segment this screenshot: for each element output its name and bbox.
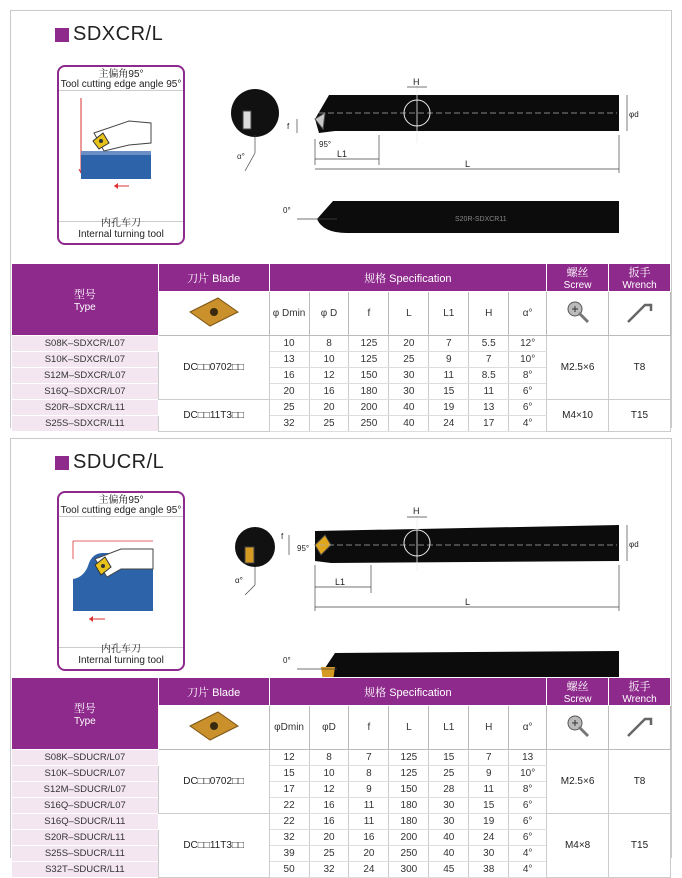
model-cell: S20R–SDUCR/L11 xyxy=(12,830,159,846)
value-cell: 8° xyxy=(509,782,547,798)
type-header: 型号 Type xyxy=(12,678,159,750)
value-cell: 200 xyxy=(389,830,429,846)
model-cell: S16Q–SDUCR/L07 xyxy=(12,798,159,814)
value-cell: 180 xyxy=(389,814,429,830)
value-cell: 150 xyxy=(349,368,389,384)
value-cell: 200 xyxy=(349,400,389,416)
value-cell: 11 xyxy=(469,782,509,798)
value-cell: 125 xyxy=(389,766,429,782)
value-cell: 28 xyxy=(429,782,469,798)
screw-size: M2.5×6 xyxy=(547,336,609,400)
table-row xyxy=(12,750,671,766)
value-cell: 11 xyxy=(349,814,389,830)
caption-cn: 主偏角95° xyxy=(98,69,144,80)
section-title xyxy=(55,23,163,46)
value-cell: 24 xyxy=(469,830,509,846)
value-cell: 38 xyxy=(469,862,509,878)
col-alpha: α° xyxy=(509,292,547,336)
value-cell: 20 xyxy=(309,400,349,416)
value-cell: 25 xyxy=(429,766,469,782)
tool-drawing xyxy=(227,501,657,701)
dim-H: H xyxy=(413,77,420,87)
boring-illustration xyxy=(59,93,183,213)
value-cell: 20 xyxy=(389,336,429,352)
value-cell: 17 xyxy=(269,782,309,798)
dim-L1: L1 xyxy=(337,149,348,159)
bottom-en: Internal turning tool xyxy=(78,655,164,666)
caption-cn: 主偏角95° xyxy=(98,495,144,506)
col-H: H xyxy=(469,706,509,750)
value-cell: 32 xyxy=(269,830,309,846)
value-cell: 20 xyxy=(349,846,389,862)
value-cell: 22 xyxy=(269,814,309,830)
value-cell: 12 xyxy=(309,368,349,384)
boring-illustration xyxy=(59,519,183,639)
col-d: φ D xyxy=(309,292,349,336)
dim-f: f xyxy=(281,532,284,541)
blade-code: DC□□11T3□□ xyxy=(158,400,269,432)
value-cell: 13 xyxy=(269,352,309,368)
blade-code: DC□□0702□□ xyxy=(158,750,269,814)
screw-icon xyxy=(547,292,609,336)
col-H: H xyxy=(469,292,509,336)
section-sdxcr xyxy=(10,10,672,428)
value-cell: 6° xyxy=(509,798,547,814)
value-cell: 30 xyxy=(389,368,429,384)
wrench-size: T15 xyxy=(609,400,671,432)
col-alpha: α° xyxy=(509,706,547,750)
screw-size: M4×8 xyxy=(547,814,609,878)
model-cell: S16Q–SDXCR/L07 xyxy=(12,384,159,400)
value-cell: 12 xyxy=(309,782,349,798)
value-cell: 25 xyxy=(309,416,349,432)
bottom-cn: 内孔车刀 xyxy=(101,218,141,229)
dim-L1: L1 xyxy=(335,577,346,587)
value-cell: 30 xyxy=(429,798,469,814)
model-cell: S25S–SDXCR/L11 xyxy=(12,416,159,432)
model-cell: S10K–SDXCR/L07 xyxy=(12,352,159,368)
dim-d: φd xyxy=(629,110,639,119)
value-cell: 15 xyxy=(429,384,469,400)
value-cell: 10 xyxy=(269,336,309,352)
blade-image xyxy=(158,706,269,750)
value-cell: 20 xyxy=(309,830,349,846)
type-header: 型号 Type xyxy=(12,264,159,336)
value-cell: 40 xyxy=(389,400,429,416)
illustration-box xyxy=(57,65,185,245)
caption-en: Tool cutting edge angle 95° xyxy=(60,79,182,90)
blade-image xyxy=(158,292,269,336)
model-cell: S08K–SDXCR/L07 xyxy=(12,336,159,352)
model-cell: S20R–SDXCR/L11 xyxy=(12,400,159,416)
value-cell: 6° xyxy=(509,814,547,830)
dim-angle: 95° xyxy=(319,140,332,149)
end-view xyxy=(231,89,279,137)
value-cell: 25 xyxy=(269,400,309,416)
screw-size: M2.5×6 xyxy=(547,750,609,814)
illustration-caption xyxy=(59,493,183,517)
title-text: SDUCR/L xyxy=(73,451,165,473)
value-cell: 11 xyxy=(429,368,469,384)
illustration-caption xyxy=(59,67,183,91)
blade-header: 刀片 Blade xyxy=(158,678,269,706)
dim-L: L xyxy=(465,159,471,169)
col-f: f xyxy=(349,292,389,336)
wrench-icon xyxy=(609,706,671,750)
alpha-label: α° xyxy=(237,152,245,161)
screw-size: M4×10 xyxy=(547,400,609,432)
title-marker xyxy=(55,456,69,470)
col-L: L xyxy=(389,706,429,750)
value-cell: 30 xyxy=(429,814,469,830)
section-sducr xyxy=(10,438,672,875)
value-cell: 15 xyxy=(269,766,309,782)
value-cell: 10 xyxy=(309,766,349,782)
value-cell: 10° xyxy=(509,352,547,368)
value-cell: 22 xyxy=(269,798,309,814)
value-cell: 6° xyxy=(509,384,547,400)
model-cell: S12M–SDXCR/L07 xyxy=(12,368,159,384)
model-cell: S12M–SDUCR/L07 xyxy=(12,782,159,798)
value-cell: 8.5 xyxy=(469,368,509,384)
wrench-size: T15 xyxy=(609,814,671,878)
value-cell: 250 xyxy=(349,416,389,432)
bottom-cn: 内孔车刀 xyxy=(101,644,141,655)
dim-H: H xyxy=(413,506,420,516)
value-cell: 9 xyxy=(429,352,469,368)
value-cell: 32 xyxy=(269,416,309,432)
col-dmin: φDmin xyxy=(269,706,309,750)
value-cell: 11 xyxy=(349,798,389,814)
value-cell: 30 xyxy=(469,846,509,862)
model-cell: S25S–SDUCR/L11 xyxy=(12,846,159,862)
table-row xyxy=(12,814,671,830)
value-cell: 24 xyxy=(429,416,469,432)
value-cell: 16 xyxy=(349,830,389,846)
wrench-header: 扳手 Wrench xyxy=(609,678,671,706)
wrench-size: T8 xyxy=(609,336,671,400)
value-cell: 125 xyxy=(389,750,429,766)
spec-header: 规格 Specification xyxy=(269,678,547,706)
col-f: f xyxy=(349,706,389,750)
dim-zero: 0° xyxy=(283,656,291,665)
bottom-en: Internal turning tool xyxy=(78,229,164,240)
dim-zero: 0° xyxy=(283,206,291,215)
col-L1: L1 xyxy=(429,706,469,750)
value-cell: 25 xyxy=(389,352,429,368)
value-cell: 12° xyxy=(509,336,547,352)
value-cell: 8° xyxy=(509,368,547,384)
alpha-label: α° xyxy=(235,576,243,585)
model-cell: S16Q–SDUCR/L11 xyxy=(12,814,159,830)
value-cell: 30 xyxy=(389,384,429,400)
value-cell: 19 xyxy=(469,814,509,830)
title-text: SDXCR/L xyxy=(73,23,164,45)
value-cell: 15 xyxy=(469,798,509,814)
value-cell: 4° xyxy=(509,862,547,878)
col-d: φD xyxy=(309,706,349,750)
value-cell: 9 xyxy=(349,782,389,798)
title-marker xyxy=(55,28,69,42)
value-cell: 16 xyxy=(309,798,349,814)
tool-bar xyxy=(315,95,619,133)
value-cell: 4° xyxy=(509,846,547,862)
value-cell: 16 xyxy=(309,814,349,830)
value-cell: 180 xyxy=(389,798,429,814)
wrench-size: T8 xyxy=(609,750,671,814)
value-cell: 10° xyxy=(509,766,547,782)
value-cell: 12 xyxy=(269,750,309,766)
tool-drawing xyxy=(227,73,657,263)
value-cell: 125 xyxy=(349,352,389,368)
value-cell: 5.5 xyxy=(469,336,509,352)
wrench-header: 扳手 Wrench xyxy=(609,264,671,292)
dim-L: L xyxy=(465,597,471,607)
tool-bar xyxy=(315,525,619,563)
screw-icon xyxy=(547,706,609,750)
value-cell: 16 xyxy=(269,368,309,384)
spec-header: 规格 Specification xyxy=(269,264,547,292)
blade-code: DC□□0702□□ xyxy=(158,336,269,400)
value-cell: 9 xyxy=(469,766,509,782)
value-cell: 25 xyxy=(309,846,349,862)
value-cell: 8 xyxy=(309,336,349,352)
dim-d: φd xyxy=(629,540,639,549)
end-view xyxy=(235,527,275,567)
value-cell: 40 xyxy=(429,846,469,862)
col-dmin: φ Dmin xyxy=(269,292,309,336)
value-cell: 7 xyxy=(469,750,509,766)
section-title xyxy=(55,451,164,474)
value-cell: 10 xyxy=(309,352,349,368)
screw-header: 螺丝 Screw xyxy=(547,264,609,292)
value-cell: 8 xyxy=(349,766,389,782)
value-cell: 20 xyxy=(269,384,309,400)
col-L: L xyxy=(389,292,429,336)
value-cell: 13 xyxy=(469,400,509,416)
caption-en: Tool cutting edge angle 95° xyxy=(60,505,182,516)
illustration-bottom-caption xyxy=(59,218,183,240)
wrench-icon xyxy=(609,292,671,336)
value-cell: 17 xyxy=(469,416,509,432)
dim-angle: 95° xyxy=(297,544,310,553)
model-cell: S10K–SDUCR/L07 xyxy=(12,766,159,782)
value-cell: 13 xyxy=(509,750,547,766)
value-cell: 19 xyxy=(429,400,469,416)
value-cell: 11 xyxy=(469,384,509,400)
value-cell: 7 xyxy=(469,352,509,368)
value-cell: 4° xyxy=(509,416,547,432)
value-cell: 150 xyxy=(389,782,429,798)
value-cell: 45 xyxy=(429,862,469,878)
blade-code: DC□□11T3□□ xyxy=(158,814,269,878)
value-cell: 8 xyxy=(309,750,349,766)
model-cell: S32T–SDUCR/L11 xyxy=(12,862,159,878)
model-cell: S08K–SDUCR/L07 xyxy=(12,750,159,766)
value-cell: 7 xyxy=(349,750,389,766)
value-cell: 24 xyxy=(349,862,389,878)
table-row xyxy=(12,400,671,416)
value-cell: 40 xyxy=(429,830,469,846)
value-cell: 125 xyxy=(349,336,389,352)
value-cell: 16 xyxy=(309,384,349,400)
illustration-bottom-caption xyxy=(59,644,183,666)
value-cell: 39 xyxy=(269,846,309,862)
value-cell: 7 xyxy=(429,336,469,352)
illustration-box xyxy=(57,491,185,671)
screw-header: 螺丝 Screw xyxy=(547,678,609,706)
value-cell: 32 xyxy=(309,862,349,878)
value-cell: 250 xyxy=(389,846,429,862)
dim-f: f xyxy=(287,122,290,131)
value-cell: 6° xyxy=(509,830,547,846)
spec-table xyxy=(11,263,671,432)
blade-header: 刀片 Blade xyxy=(158,264,269,292)
value-cell: 6° xyxy=(509,400,547,416)
value-cell: 180 xyxy=(349,384,389,400)
col-L1: L1 xyxy=(429,292,469,336)
spec-table xyxy=(11,677,671,878)
value-cell: 50 xyxy=(269,862,309,878)
value-cell: 300 xyxy=(389,862,429,878)
value-cell: 15 xyxy=(429,750,469,766)
value-cell: 40 xyxy=(389,416,429,432)
table-row xyxy=(12,336,671,352)
bar-engraving: S20R-SDXCR11 xyxy=(455,216,507,223)
